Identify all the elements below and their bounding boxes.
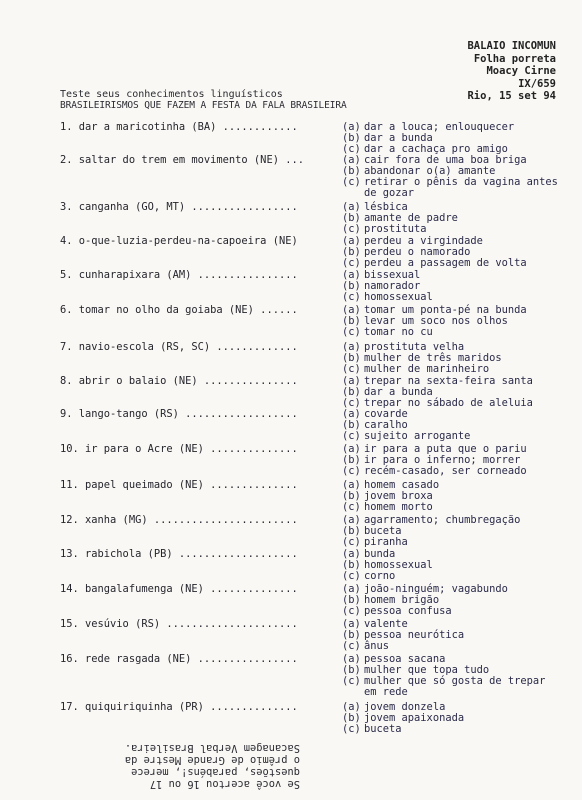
option-c: (c) homossexual	[342, 291, 433, 304]
header-issue: IX/659	[518, 77, 556, 90]
question-options	[342, 480, 562, 513]
option-b: (b) jovem apaixonada	[342, 712, 465, 725]
question-options	[342, 342, 562, 375]
option-b: (b) amante de padre	[342, 212, 458, 225]
option-b: (b) pessoa neurótica	[342, 629, 465, 642]
question-text: 5. cunharapixara (AM) ................	[60, 269, 298, 281]
option-c: (c) buceta	[342, 723, 402, 736]
option-a: (a) tomar um ponta-pé na bunda	[342, 304, 527, 316]
footer-line: Se você acertou 16 ou 17	[149, 778, 300, 790]
question-text: 16. rede rasgada (NE) ................	[60, 653, 298, 665]
option-c: (c) piranha	[342, 536, 408, 549]
question-text: 3. canganha (GO, MT) .................	[60, 201, 298, 213]
question-text: 15. vesúvio (RS) .....................	[60, 618, 298, 630]
option-a: (a) dar a louca; enlouquecer	[342, 121, 515, 133]
question-options	[342, 515, 562, 548]
option-a: (a) prostituta velha	[342, 341, 465, 353]
header-title: BALAIO INCOMUN	[467, 40, 556, 52]
intro-subtitle: BRASILEIRISMOS QUE FAZEM A FESTA DA FALA BRASILEIRA	[60, 100, 347, 111]
question-options	[342, 305, 562, 338]
option-c: (c) mulher de marinheiro	[342, 363, 490, 376]
option-a: (a) bunda	[342, 548, 396, 560]
option-b: (b) mulher de três maridos	[342, 352, 502, 365]
question-text: 2. saltar do trem em movimento (NE) ...	[60, 154, 304, 166]
option-a: (a) valente	[342, 618, 408, 630]
header-subtitle: Folha porreta	[473, 52, 556, 65]
intro-block	[60, 89, 347, 111]
option-b: (b) jovem broxa	[342, 490, 433, 503]
question-text: 6. tomar no olho da goiaba (NE) ......	[60, 304, 298, 316]
option-c: (c) mulher que só gosta de trepar em rede	[342, 675, 546, 699]
option-c: (c) pessoa confusa	[342, 605, 452, 618]
question-text: 11. papel queimado (NE) ..............	[60, 479, 298, 491]
question-options	[342, 654, 562, 698]
option-a: (a) trepar na sexta-feira santa	[342, 375, 533, 387]
option-b: (b) caralho	[342, 419, 408, 432]
option-a: (a) pessoa sacana	[342, 653, 446, 665]
option-c: (c) homem morto	[342, 501, 433, 514]
option-c: (c) tomar no cu	[342, 326, 433, 339]
option-c: (c) prostituta	[342, 223, 427, 236]
question-options	[342, 270, 562, 303]
option-b: (b) abandonar o(a) amante	[342, 165, 496, 178]
option-b: (b) levar um soco nos olhos	[342, 315, 508, 328]
question-text: 14. bangalafumenga (NE) ..............	[60, 583, 298, 595]
option-c: (c) dar a cachaça pro amigo	[342, 143, 508, 156]
option-b: (b) homem brigão	[342, 594, 440, 607]
question-text: 1. dar a maricotinha (BA) ............	[60, 121, 298, 133]
question-options	[342, 236, 562, 269]
option-c: (c) corno	[342, 570, 396, 583]
option-c: (c) recém-casado, ser corneado	[342, 465, 527, 478]
question-options	[342, 444, 562, 477]
question-text: 9. lango-tango (RS) ..................	[60, 408, 298, 420]
upside-down-answer-note	[60, 742, 300, 790]
option-a: (a) cair fora de uma boa briga	[342, 154, 527, 166]
question-options	[342, 202, 562, 235]
question-text: 4. o-que-luzia-perdeu-na-capoeira (NE)	[60, 235, 298, 247]
question-options	[342, 409, 562, 442]
option-a: (a) jovem donzela	[342, 701, 446, 713]
option-a: (a) bissexual	[342, 269, 421, 281]
header-date: Rio, 15 set 94	[467, 90, 556, 102]
option-b: (b) homossexual	[342, 559, 433, 572]
question-options	[342, 549, 562, 582]
option-b: (b) dar a bunda	[342, 386, 433, 399]
question-text: 10. ir para o Acre (NE) ..............	[60, 443, 298, 455]
intro-title: Teste seus conhecimentos linguísticos	[60, 89, 283, 100]
question-options	[342, 122, 562, 155]
option-a: (a) perdeu a virgindade	[342, 235, 483, 247]
option-b: (b) namorador	[342, 280, 421, 293]
option-b: (b) ir para o inferno; morrer	[342, 454, 521, 467]
question-options	[342, 155, 562, 199]
option-c: (c) perdeu a passagem de volta	[342, 257, 527, 270]
footer-line: o prêmio de Grande Mestre da	[124, 754, 300, 766]
question-text: 12. xanha (MG) .......................	[60, 514, 298, 526]
option-b: (b) perdeu o namorado	[342, 246, 471, 259]
header-author: Moacy Cirne	[486, 65, 556, 77]
header-block	[467, 40, 556, 103]
option-a: (a) covarde	[342, 408, 408, 420]
question-options	[342, 584, 562, 617]
question-text: 17. quiquiriquinha (PR) ..............	[60, 701, 298, 713]
footer-line: Sacanagem Verbal Brasileira.	[124, 742, 300, 754]
option-a: (a) lésbica	[342, 201, 408, 213]
option-a: (a) ir para a puta que o pariu	[342, 443, 527, 455]
question-options	[342, 702, 562, 735]
question-text: 8. abrir o balaio (NE) ...............	[60, 375, 298, 387]
question-options	[342, 619, 562, 652]
question-text: 13. rabichola (PB) ...................	[60, 548, 298, 560]
footer-line: questões, parabéns!, merece	[131, 766, 300, 778]
option-c: (c) trepar no sábado de aleluia	[342, 397, 533, 410]
option-c: (c) retirar o pênis da vagina antes de gozar	[342, 176, 558, 200]
option-b: (b) mulher que topa tudo	[342, 664, 490, 677]
option-b: (b) buceta	[342, 525, 402, 538]
option-a: (a) agarramento; chumbregação	[342, 514, 521, 526]
option-c: (c) sujeito arrogante	[342, 430, 471, 443]
question-options	[342, 376, 562, 409]
option-c: (c) ânus	[342, 640, 390, 653]
option-b: (b) dar a bunda	[342, 132, 433, 145]
option-a: (a) joão-ninguém; vagabundo	[342, 583, 508, 595]
question-text: 7. navio-escola (RS, SC) .............	[60, 341, 298, 353]
option-a: (a) homem casado	[342, 479, 440, 491]
